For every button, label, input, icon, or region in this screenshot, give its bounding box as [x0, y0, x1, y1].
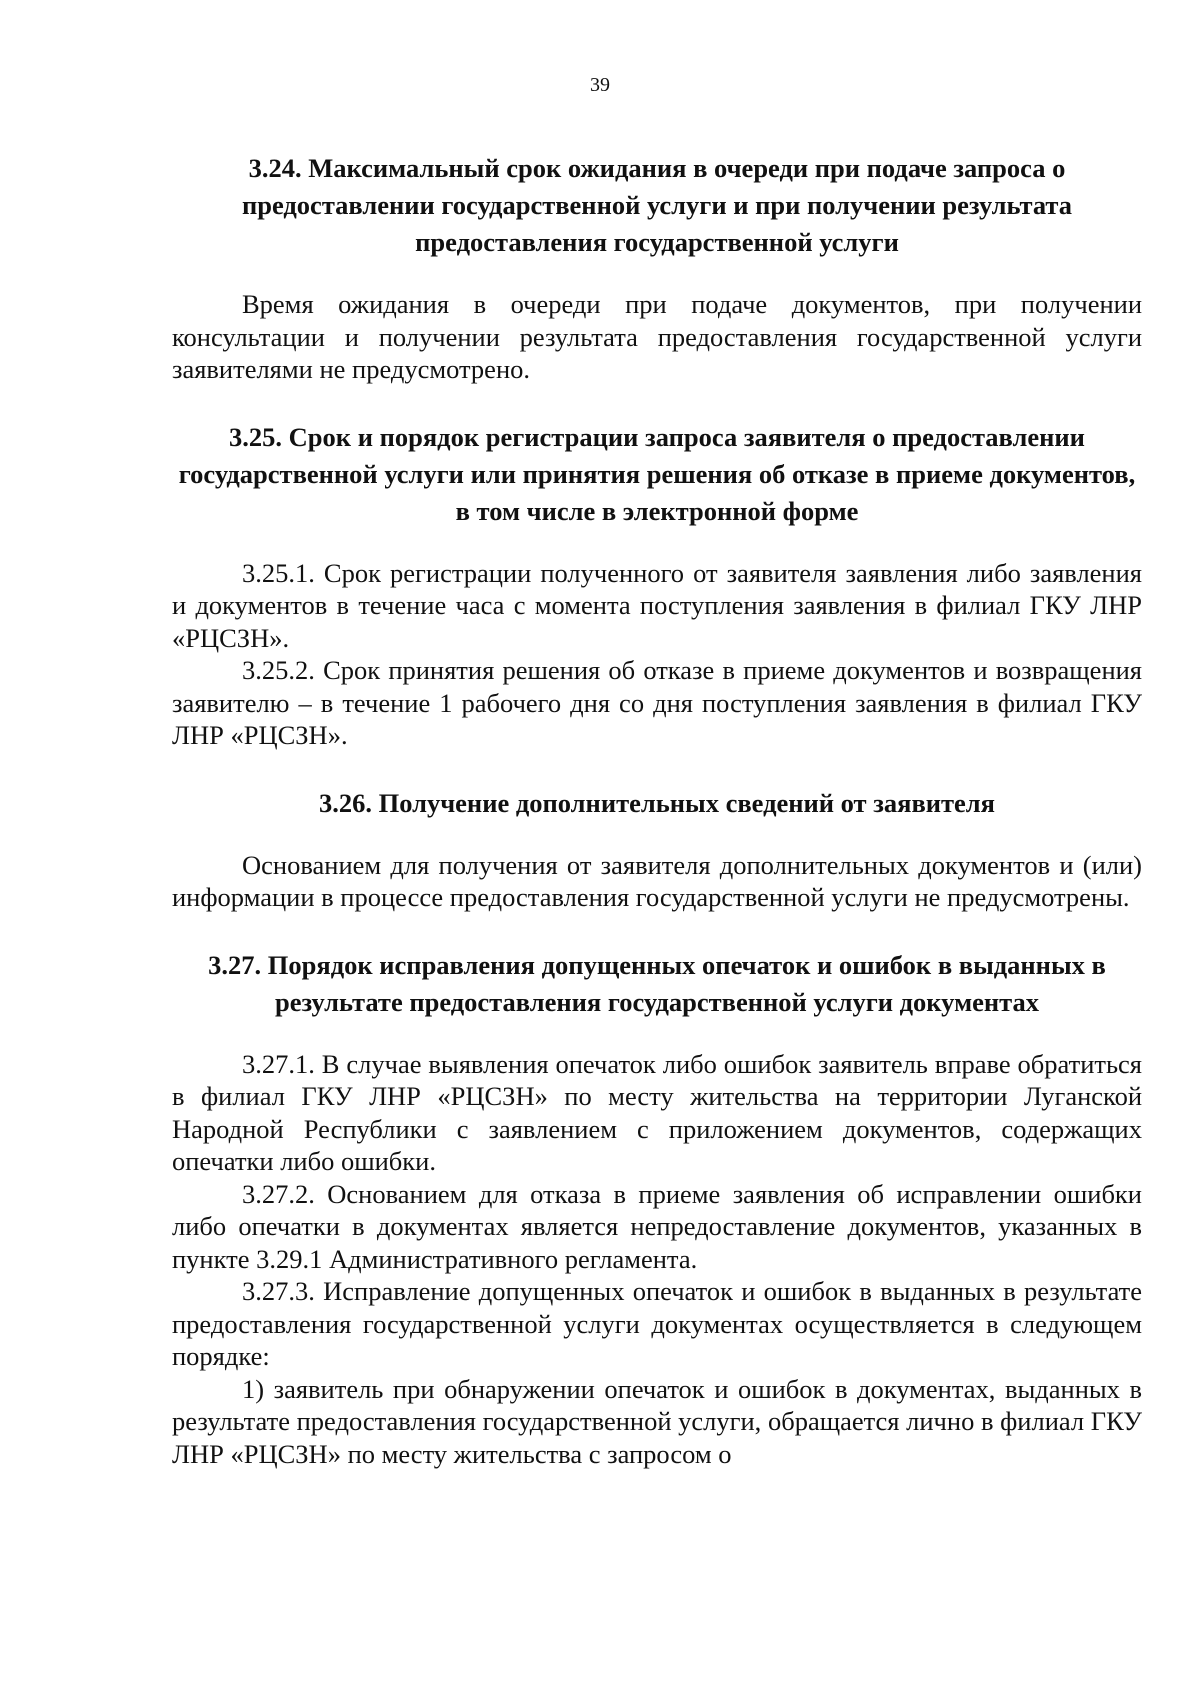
- page-number: 39: [590, 74, 610, 96]
- section-heading-3-26: 3.26. Получение дополнительных сведений от заявителя: [318, 787, 996, 818]
- section-heading-3-24: 3.24. Максимальный срок ожидания в очереди при подаче запроса о предоставлении государственной услуги и при получении результата предоставления государственной услуги: [241, 153, 1072, 257]
- paragraph: 3.25.1. Срок регистрации полученного от заявителя заявления либо заявления и документов в течение часа с момента поступления заявления в филиал ГКУ ЛНР «РЦСЗН».: [172, 557, 1142, 653]
- paragraph: 3.27.2. Основанием для отказа в приеме заявления об исправлении ошибки либо опечатки в документах является непредоставление документов, указанных в пункте 3.29.1 Административного регламента.: [172, 1178, 1142, 1274]
- paragraph: 3.25.2. Срок принятия решения об отказе в приеме документов и возвращения заявителю – в течение 1 рабочего дня со дня поступления заявления в филиал ГКУ ЛНР «РЦСЗН».: [172, 655, 1142, 750]
- document-body: [172, 150, 1142, 1470]
- section-heading-3-27: 3.27. Порядок исправления допущенных опечаток и ошибок в выданных в результате предоставления государственной услуги документах: [208, 949, 1106, 1017]
- section-heading-3-25: 3.25. Срок и порядок регистрации запроса заявителя о предоставлении государственной услуги или принятия решения об отказе в приеме документов, в том числе в электронной форме: [178, 421, 1136, 526]
- paragraph: 3.27.1. В случае выявления опечаток либо ошибок заявитель вправе обратиться в филиал ГКУ ЛНР «РЦСЗН» по месту жительства на территории Луганской Народной Республики с заявлением с приложением документов, содержащих опечатки либо ошибки.: [172, 1048, 1142, 1176]
- paragraph: 1) заявитель при обнаружении опечаток и ошибок в документах, выданных в результате предоставления государственной услуги, обращается лично в филиал ГКУ ЛНР «РЦСЗН» по месту жительства с запросом о: [172, 1373, 1142, 1469]
- paragraph: Время ожидания в очереди при подаче документов, при получении консультации и получении результата предоставления государственной услуги заявителями не предусмотрено.: [172, 289, 1142, 384]
- paragraph: Основанием для получения от заявителя дополнительных документов и (или) информации в процессе предоставления государственной услуги не предусмотрены.: [172, 849, 1142, 912]
- paragraph: 3.27.3. Исправление допущенных опечаток и ошибок в выданных в результате предоставления государственной услуги документах осуществляется в следующем порядке:: [172, 1276, 1142, 1371]
